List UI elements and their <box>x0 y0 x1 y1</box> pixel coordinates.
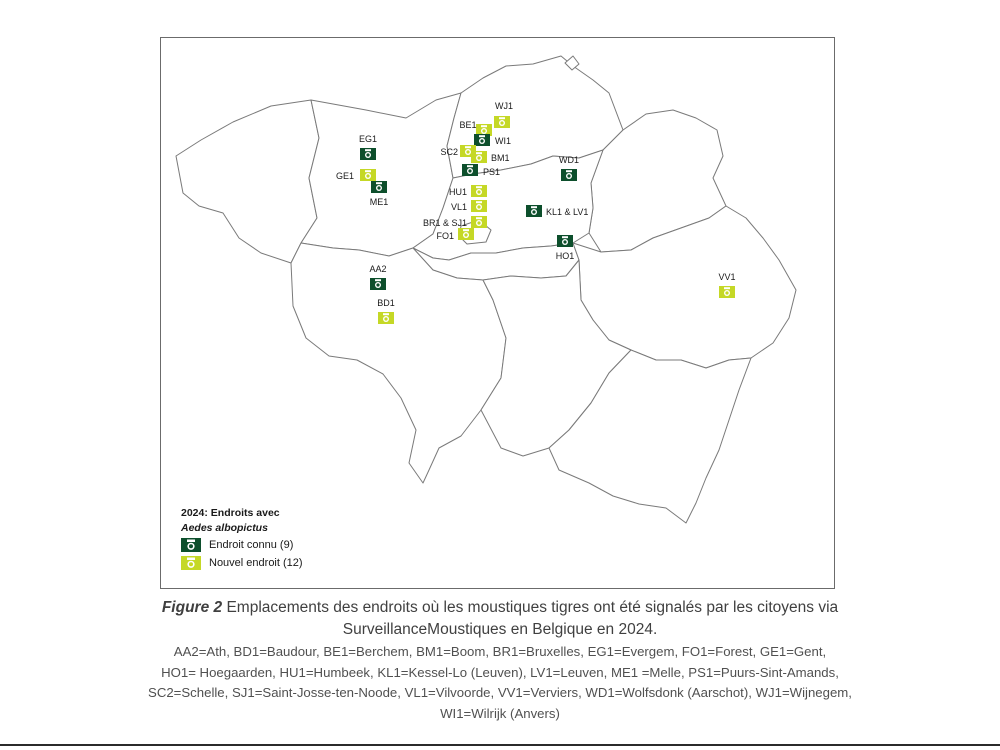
marker-eg1 <box>360 148 376 160</box>
marker-label-bm1: BM1 <box>491 153 510 163</box>
marker-label-be1: BE1 <box>459 120 477 130</box>
marker-fo1 <box>458 228 474 240</box>
marker-label-wd1: WD1 <box>559 155 579 165</box>
marker-wi1 <box>474 134 490 146</box>
legend-new-label: Nouvel endroit (12) <box>209 557 303 569</box>
marker-label-ho1: HO1 <box>555 251 575 261</box>
marker-label-vv1: VV1 <box>718 272 736 282</box>
marker-label-eg1: EG1 <box>358 134 378 144</box>
caption-line-2: SurveillanceMoustiques en Belgique en 2024. <box>342 621 658 638</box>
figure-number: Figure 2 <box>161 599 223 616</box>
marker-label-vl1: VL1 <box>450 202 467 212</box>
marker-bm1 <box>471 151 487 163</box>
marker-me1 <box>371 181 387 193</box>
camera-icon <box>181 538 201 552</box>
marker-label-hu1: HU1 <box>448 187 467 197</box>
legend-known <box>181 536 303 554</box>
marker-wj1 <box>494 116 510 128</box>
marker-kllv <box>526 205 542 217</box>
marker-wd1 <box>561 169 577 181</box>
legend-new <box>181 554 303 572</box>
marker-label-fo1: FO1 <box>436 231 454 241</box>
marker-ge1 <box>360 169 376 181</box>
legend-title: 2024: Endroits avec <box>181 507 280 519</box>
marker-label-kllv: KL1 & LV1 <box>546 207 589 217</box>
marker-label-brsj: BR1 & SJ1 <box>422 218 467 228</box>
camera-icon <box>181 556 201 570</box>
marker-ho1 <box>557 235 573 247</box>
caption-line-1: Emplacements des endroits où les moustiques tigres ont été signalés par les citoyens via <box>222 599 839 616</box>
marker-label-sc2: SC2 <box>440 147 458 157</box>
marker-hu1 <box>471 185 487 197</box>
marker-ps1 <box>462 164 478 176</box>
marker-label-aa2: AA2 <box>369 264 387 274</box>
marker-label-ps1: PS1 <box>483 167 501 177</box>
figure-caption <box>0 597 1000 641</box>
marker-brsj <box>471 216 487 228</box>
legend-species: Aedes albopictus <box>181 522 268 534</box>
abbreviation-line: WI1=Wilrijk (Anvers) <box>440 705 560 721</box>
marker-vl1 <box>471 200 487 212</box>
abbreviation-line: AA2=Ath, BD1=Baudour, BE1=Berchem, BM1=Boom, BR1=Bruxelles, EG1=Evergem, FO1=Forest, GE1=Gent, <box>173 644 827 659</box>
province-hainaut <box>291 243 506 483</box>
marker-vv1 <box>719 286 735 298</box>
map-frame <box>160 37 835 589</box>
marker-label-wj1: WJ1 <box>495 101 513 111</box>
marker-label-wi1: WI1 <box>495 136 512 146</box>
abbreviation-list <box>90 642 910 724</box>
legend-known-label: Endroit connu (9) <box>209 539 294 551</box>
map-legend <box>181 506 303 572</box>
bottom-divider <box>0 744 1000 746</box>
province-west-flanders <box>176 100 319 263</box>
abbreviation-line: HO1= Hoegaarden, HU1=Humbeek, KL1=Kessel-Lo (Leuven), LV1=Leuven, ME1 =Melle, PS1=Puurs-Sint-Amands, <box>161 664 839 680</box>
marker-label-ge1: GE1 <box>335 171 354 181</box>
abbreviation-line: SC2=Schelle, SJ1=Saint-Josse-ten-Noode, VL1=Vilvoorde, VV1=Verviers, WD1=Wolfsdonk (Aarschot), WJ1=Wijnegem, <box>148 685 852 700</box>
marker-bd1 <box>378 312 394 324</box>
marker-label-bd1: BD1 <box>377 298 395 308</box>
marker-aa2 <box>370 278 386 290</box>
marker-label-me1: ME1 <box>369 197 389 207</box>
